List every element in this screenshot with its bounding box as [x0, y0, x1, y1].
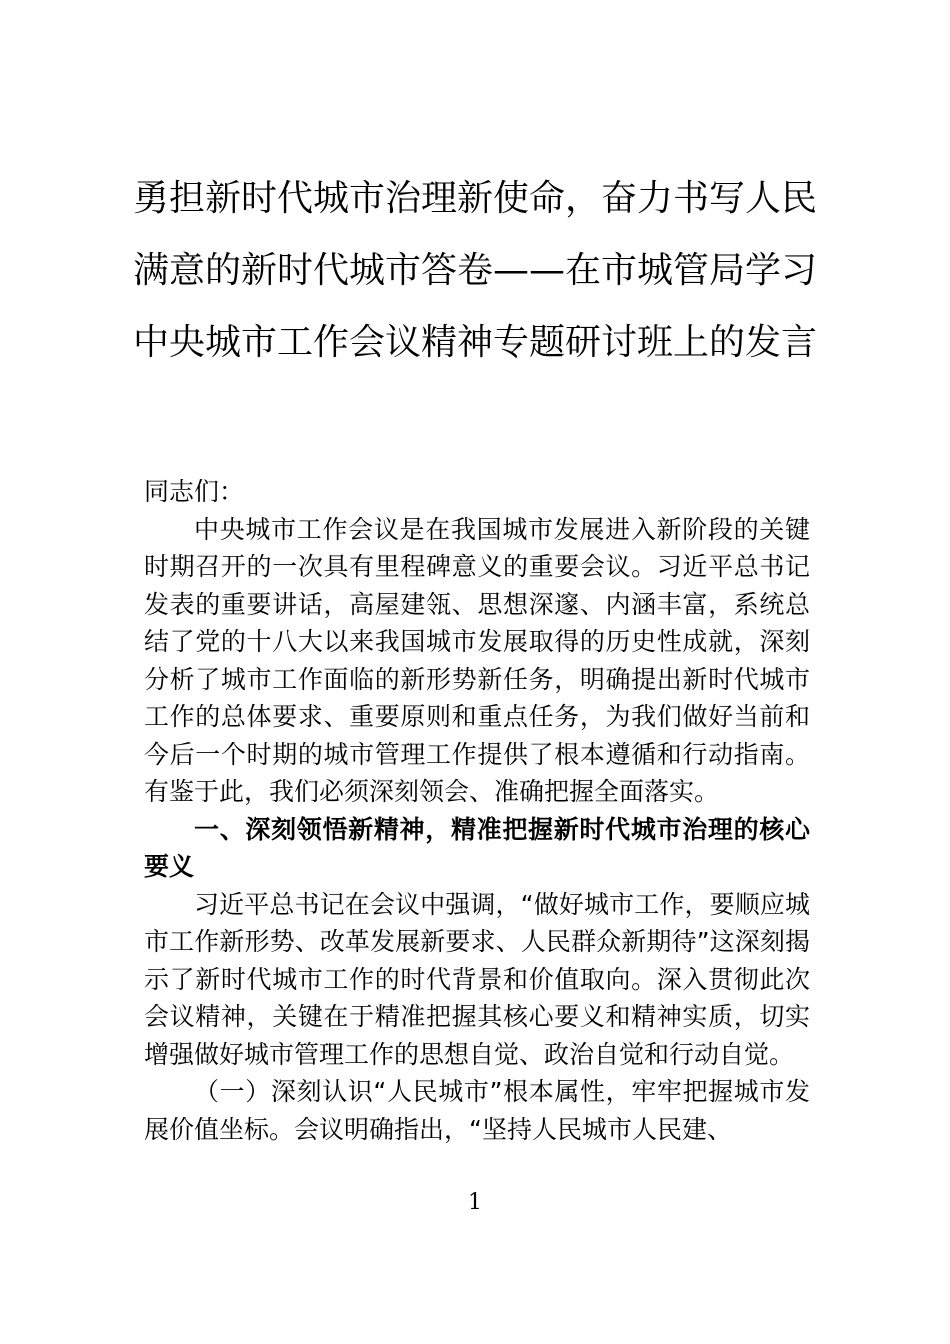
page-number: 1 — [468, 1190, 482, 1215]
body-paragraph: （一）深刻认识“人民城市”根本属性，牢牢把握城市发展价值坐标。会议明确指出，“坚持人民城市人民建、 — [144, 1077, 810, 1144]
body-paragraph: 中央城市工作会议是在我国城市发展进入新阶段的关键时期召开的一次具有里程碑意义的重要会议。习近平总书记发表的重要讲话，高屋建瓴、思想深邃、内涵丰富，系统总结了党的十八大以来我国城市发展取得的历史性成就，深刻分析了城市工作面临的新形势新任务，明确提出新时代城市工作的总体要求、重要原则和重点任务，为我们做好当前和今后一个时期的城市管理工作提供了根本遵循和行动指南。有鉴于此，我们必须深刻领会、准确把握全面落实。 — [144, 514, 810, 806]
document-title: 勇担新时代城市治理新使命，奋力书写人民满意的新时代城市答卷——在市城管局学习中央城市工作会议精神专题研讨班上的发言 — [132, 178, 817, 363]
section-heading: 一、深刻领悟新精神，精准把握新时代城市治理的核心要义 — [144, 814, 810, 881]
body-paragraph: 习近平总书记在会议中强调，“做好城市工作，要顺应城市工作新形势、改革发展新要求、人民群众新期待”这深刻揭示了新时代城市工作的时代背景和价值取向。深入贯彻此次会议精神，关键在于精准把握其核心要义和精神实质，切实增强做好城市管理工作的思想自觉、政治自觉和行动自觉。 — [144, 889, 810, 1069]
document-body — [144, 473, 810, 1148]
salutation: 同志们： — [144, 477, 245, 506]
